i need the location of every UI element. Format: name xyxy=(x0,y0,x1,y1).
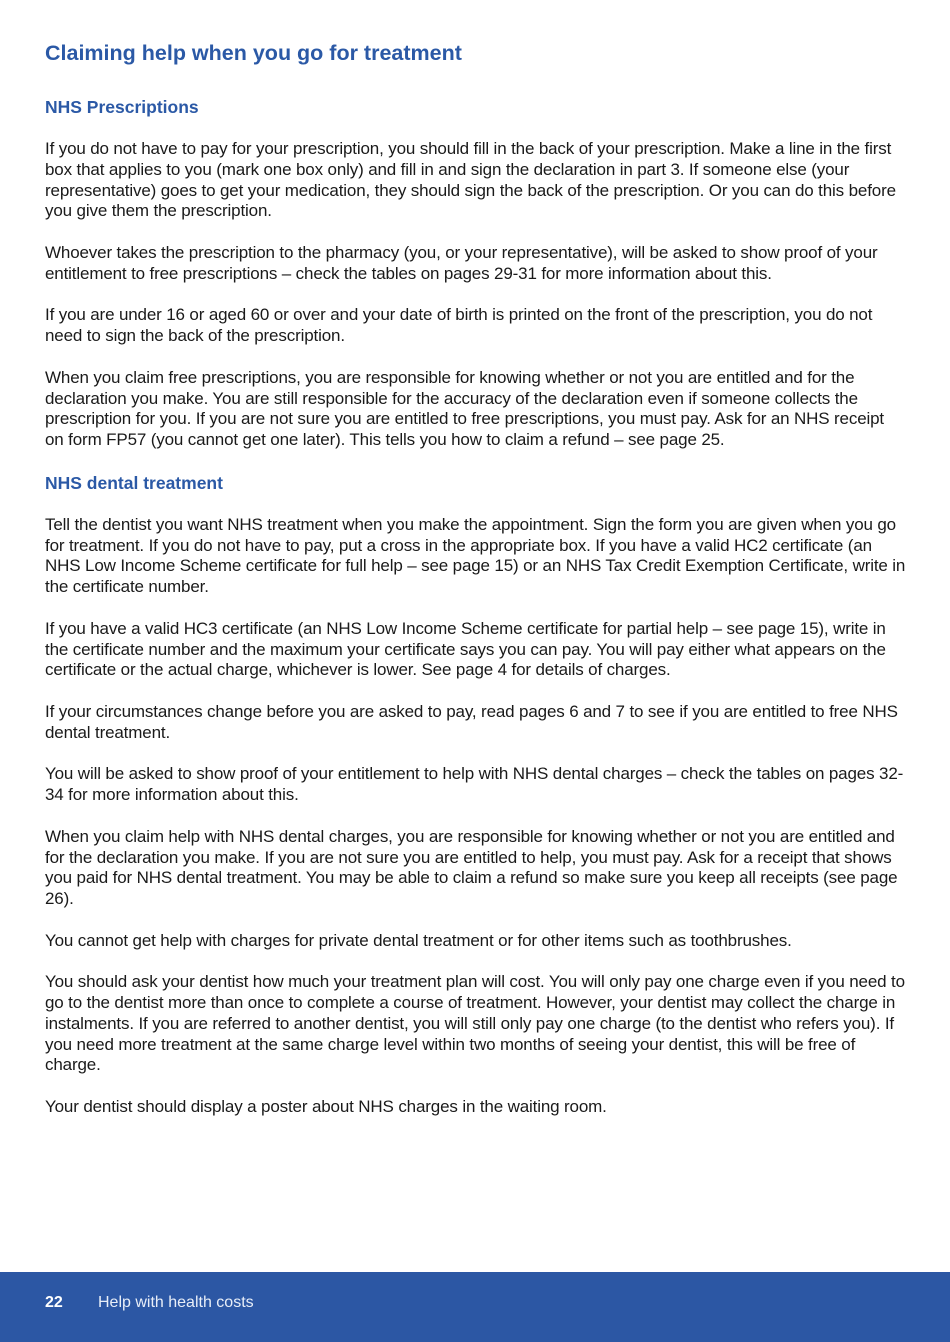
section-heading-dental: NHS dental treatment xyxy=(45,472,223,493)
paragraph: If you do not have to pay for your prescription, you should fill in the back of your prescription. Make a line in the first box that applies to you (mark one box only) and fill in and sign the declaration in part 3. If someone else (your representative) goes to get your medication, they should sign the back of the prescription. Or you can do this before you give them the prescription. xyxy=(45,139,896,221)
paragraph: Tell the dentist you want NHS treatment when you make the appointment. Sign the form you are given when you go for treatment. If you do not have to pay, put a cross in the appropriate box. If you have a valid HC2 certificate (an NHS Low Income Scheme certificate for full help – see page 15) or an NHS Tax Credit Exemption Certificate, write in the certificate number. xyxy=(45,514,906,597)
paragraph: If you have a valid HC3 certificate (an NHS Low Income Scheme certificate for partial help – see page 15), write in the certificate number and the maximum your certificate says you can pay. You will pay either what appears on the certificate or the actual charge, whichever is lower. See page 4 for details of charges. xyxy=(45,618,886,680)
section-heading-prescriptions: NHS Prescriptions xyxy=(45,97,199,117)
page-footer xyxy=(0,1272,950,1342)
paragraph: You should ask your dentist how much your treatment plan will cost. You will only pay one charge even if you need to go to the dentist more than once to complete a course of treatment. However, your dentist may collect the charge in instalments. If you are referred to another dentist, you will still only pay one charge (to the dentist who refers you). If you need more treatment at the same charge level within two months of seeing your dentist, this will be free of charge. xyxy=(45,972,905,1075)
paragraph: Whoever takes the prescription to the pharmacy (you, or your representative), will be asked to show proof of your entitlement to free prescriptions – check the tables on pages 29-31 for more information about this. xyxy=(45,242,878,283)
paragraph: You cannot get help with charges for private dental treatment or for other items such as toothbrushes. xyxy=(45,930,792,950)
paragraph: Your dentist should display a poster about NHS charges in the waiting room. xyxy=(45,1097,607,1117)
page-content xyxy=(45,38,907,1139)
page-number: 22 xyxy=(45,1294,63,1311)
paragraph: If you are under 16 or aged 60 or over and your date of birth is printed on the front of the prescription, you do not need to sign the back of the prescription. xyxy=(45,305,873,346)
paragraph: You will be asked to show proof of your entitlement to help with NHS dental charges – check the tables on pages 32-34 for more information about this. xyxy=(45,764,904,805)
footer-publication-title: Help with health costs xyxy=(98,1294,254,1311)
section-nhs-prescriptions xyxy=(45,96,907,451)
paragraph: When you claim help with NHS dental charges, you are responsible for knowing whether or not you are entitled and for the declaration you make. If you are not sure you are entitled to help, you must pay. Ask for a receipt that shows you paid for NHS dental treatment. You may be able to claim a refund so make sure you keep all receipts (see page 26). xyxy=(45,826,898,909)
paragraph: When you claim free prescriptions, you are responsible for knowing whether or not you are entitled and for the declaration you make. You are still responsible for the accuracy of the declaration even if someone collects the prescription for you. If you are not sure you are entitled to free prescriptions, you must pay. Ask for an NHS receipt on form FP57 (you cannot get one later). This tells you how to claim a refund – see page 25. xyxy=(45,367,885,450)
page-title: Claiming help when you go for treatment xyxy=(45,41,462,65)
section-nhs-dental-treatment xyxy=(45,472,907,1118)
paragraph: If your circumstances change before you are asked to pay, read pages 6 and 7 to see if you are entitled to free NHS dental treatment. xyxy=(45,701,898,742)
